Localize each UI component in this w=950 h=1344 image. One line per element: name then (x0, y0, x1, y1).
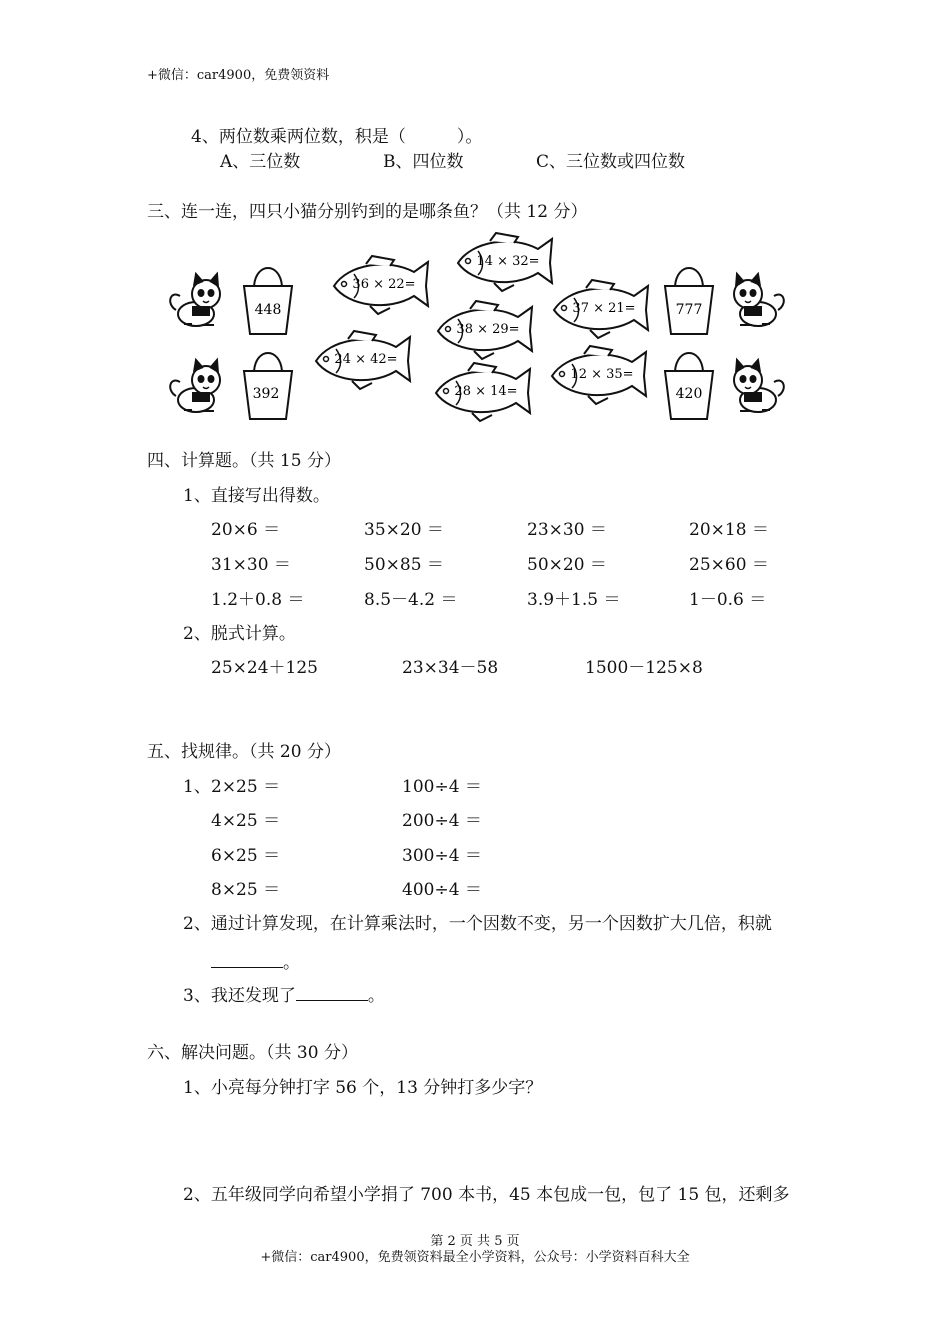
section6-q2: 2、五年级同学向希望小学捐了 700 本书，45 本包成一包，包了 15 包，还剩多 (183, 1185, 790, 1205)
fish-expression: 36 × 22= (352, 277, 416, 292)
section5-q3-text: 3、我还发现了 (183, 986, 296, 1006)
q4-option-a: A、三位数 (220, 152, 301, 172)
pattern-left-item: 8×25 ＝ (211, 880, 281, 900)
cat-fish-illustration (160, 228, 800, 423)
section4-sub1: 1、直接写出得数。 (183, 486, 330, 506)
pattern-right-item: 200÷4 ＝ (402, 811, 482, 831)
pattern-left-item: 4×25 ＝ (211, 811, 281, 831)
punctuation: 。 (367, 986, 385, 1006)
calc-item: 1.2＋0.8 ＝ (211, 590, 305, 610)
q4-stem: 4、两位数乘两位数，积是（ ）。 (191, 127, 483, 147)
calc-item: 20×6 ＝ (211, 520, 281, 540)
page-number: 第 2 页 共 5 页 (430, 1234, 520, 1249)
calc-item: 25×60 ＝ (689, 555, 769, 575)
section5-q2-answer-line (211, 951, 300, 973)
bucket-value: 392 (252, 386, 280, 402)
section6-title: 六、解决问题。（共 30 分） (147, 1043, 358, 1063)
pattern-prefix: 1、 (183, 777, 211, 797)
pattern-left-item: 6×25 ＝ (211, 846, 281, 866)
calc-item: 3.9＋1.5 ＝ (527, 590, 621, 610)
punctuation: 。 (283, 953, 300, 973)
fish-expression: 37 × 21= (572, 301, 636, 316)
section5-title: 五、找规律。（共 20 分） (147, 742, 341, 762)
answer-blank[interactable] (211, 951, 283, 968)
header-note: +微信：car4900，免费领资料 (147, 68, 330, 83)
fish-expression: 28 × 14= (454, 384, 518, 399)
fish-expression: 38 × 29= (456, 322, 520, 337)
footer-note: +微信：car4900，免费领资料最全小学资料，公众号：小学资料百科大全 (260, 1250, 690, 1265)
expression-item: 1500－125×8 (585, 658, 703, 678)
calc-item: 35×20 ＝ (364, 520, 444, 540)
calc-item: 1－0.6 ＝ (689, 590, 767, 610)
cat-icon-bottom-right (734, 360, 784, 412)
calc-item: 8.5－4.2 ＝ (364, 590, 458, 610)
cat-icon-bottom-left (170, 360, 220, 412)
bucket-value: 420 (675, 386, 703, 402)
calc-item: 23×30 ＝ (527, 520, 607, 540)
cat-icon-top-right (734, 274, 784, 326)
pattern-right-item: 400÷4 ＝ (402, 880, 482, 900)
fish-expression: 14 × 32= (476, 254, 540, 269)
pattern-left-item: 2×25 ＝ (211, 777, 281, 797)
q4-option-b: B、四位数 (383, 152, 464, 172)
section6-q1: 1、小亮每分钟打字 56 个，13 分钟打多少字？ (183, 1078, 543, 1098)
bucket-icon (244, 268, 292, 334)
bucket-value: 777 (675, 302, 703, 318)
cat-icon-top-left (170, 274, 220, 326)
answer-blank[interactable] (296, 984, 368, 1001)
calc-item: 20×18 ＝ (689, 520, 769, 540)
section5-q3 (183, 984, 385, 1006)
expression-item: 23×34－58 (402, 658, 499, 678)
expression-item: 25×24＋125 (211, 658, 318, 678)
calc-item: 50×85 ＝ (364, 555, 444, 575)
section5-q2: 2、通过计算发现，在计算乘法时，一个因数不变，另一个因数扩大几倍，积就 (183, 914, 772, 934)
bucket-icon (665, 268, 713, 334)
fish-expression: 12 × 35= (570, 367, 634, 382)
section4-sub2: 2、脱式计算。 (183, 624, 296, 644)
q4-option-c: C、三位数或四位数 (536, 152, 686, 172)
fish-expression: 24 × 42= (334, 352, 398, 367)
pattern-right-item: 300÷4 ＝ (402, 846, 482, 866)
pattern-right-item: 100÷4 ＝ (402, 777, 482, 797)
bucket-value: 448 (254, 302, 282, 318)
section4-title: 四、计算题。（共 15 分） (147, 451, 341, 471)
calc-item: 50×20 ＝ (527, 555, 607, 575)
calc-item: 31×30 ＝ (211, 555, 291, 575)
section3-title: 三、连一连，四只小猫分别钓到的是哪条鱼？（共 12 分） (147, 202, 588, 222)
